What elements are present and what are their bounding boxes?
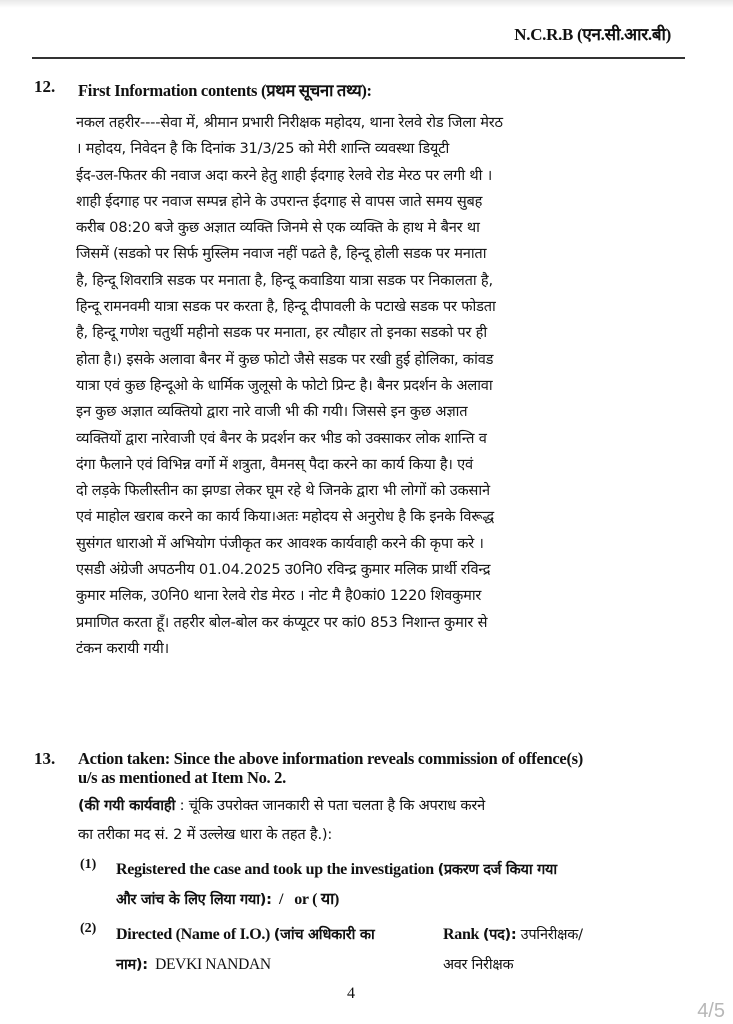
- page-number: 4: [347, 985, 355, 1002]
- fir-line: टंकन करायी गयी।: [76, 639, 169, 657]
- item-1-text-en: Registered the case and took up the investigation: [116, 861, 438, 878]
- item-1-text-hi-line2: और जांच के लिए लिया गया):: [116, 892, 272, 908]
- fir-line: व्यक्तियों द्वारा नारेवाजी एवं बैनर के प्रदर्शन कर भीड को उक्साकर लोक शान्ति व: [76, 429, 487, 447]
- item-2-label-en: Directed (Name of I.O.): [116, 926, 274, 943]
- rank-label-en: Rank: [443, 926, 483, 943]
- fir-line: शाही ईदगाह पर नवाज सम्पन्न होने के उपरान्त ईदगाह से वापस जाते समय सुबह: [76, 192, 483, 210]
- item-2-number: (2): [80, 921, 97, 936]
- fir-line: नकल तहरीर----सेवा में, श्रीमान प्रभारी निरीक्षक महोदय, थाना रेलवे रोड जिला मेरठ: [76, 114, 503, 131]
- rank-value-line2: अवर निरीक्षक: [443, 957, 514, 973]
- fir-line: कुमार मलिक, उ0नि0 थाना रेलवे रोड मेरठ । नोट मै है0कां0 1220 शिवकुमार: [76, 587, 482, 605]
- viewer-page-indicator: 4/5: [697, 1000, 725, 1022]
- fir-line: है, हिन्दू शिवरात्रि सडक पर मनाता है, हिन्दू कवाडिया यात्रा सडक पर निकालता है,: [76, 271, 493, 289]
- fir-line: । महोदय, निवेदन है कि दिनांक 31/3/25 को मेरी शान्ति व्यवस्था डियूटी: [76, 140, 450, 158]
- fir-line: सुसंगत धाराओ में अभियोग पंजीकृत कर आवश्क कार्यवाही करने की कृपा करे ।: [76, 534, 484, 552]
- viewer-top-edge: [0, 0, 733, 8]
- item-1-text: [116, 855, 696, 915]
- fir-line: इन कुछ अज्ञात व्यक्तियो द्वारा नारे वाजी भी की गयी। जिससे इन कुछ अज्ञात: [76, 403, 468, 421]
- rank-value-line1: उपनिरीक्षक/: [516, 927, 583, 943]
- action-taken-hindi-line2: का तरीका मद सं. 2 में उल्लेख धारा के तहत है.):: [78, 826, 333, 843]
- section-12-title: First Information contents (प्रथम सूचना तथ्य):: [78, 81, 372, 100]
- item-1-or-option: / or ( या): [271, 891, 340, 908]
- action-taken-hindi: [78, 791, 690, 849]
- item-1-text-hi-line1: (प्रकरण दर्ज किया गया: [437, 862, 557, 878]
- fir-line: एवं माहोल खराब करने का कार्य किया।अतः महोदय से अनुरोध है कि इनके विरूद्ध: [76, 508, 494, 526]
- fir-line: करीब 08:20 बजे कुछ अज्ञात व्यक्ति जिनमे से एक व्यक्ति के हाथ मे बैनर था: [76, 219, 480, 237]
- item-2-io-label: [116, 920, 436, 980]
- fir-line: दंगा फैलाने एवं विभिन्न वर्गो में शत्रुता, वैमनस् पैदा करने का कार्य किया है। एवं: [76, 455, 473, 473]
- action-taken-title: [78, 749, 678, 787]
- item-2-label-hi: (जांच अधिकारी का: [273, 927, 375, 943]
- item-2-rank: [443, 920, 703, 980]
- fir-line: जिसमें (सडको पर सिर्फ मुस्लिम नवाज नहीं पढते है, हिन्दू होली सडक पर मनाता: [76, 245, 487, 263]
- action-taken-title-line2: u/s as mentioned at Item No. 2.: [78, 768, 286, 787]
- item-2-label-hi-line2: नाम):: [116, 957, 148, 973]
- fir-line: यात्रा एवं कुछ हिन्दूओ के धार्मिक जुलूसो के फोटो प्रिन्ट है। बैनर प्रदर्शन के अलावा: [76, 376, 493, 394]
- fir-line: एसडी अंग्रेजी अपठनीय 01.04.2025 उ0नि0 रविन्द्र कुमार मलिक प्रार्थी रविन्द्र: [76, 561, 491, 579]
- fir-line: ईद-उल-फितर की नवाज अदा करने हेतु शाही ईदगाह रेलवे रोड मेरठ पर लगी थी ।: [76, 166, 493, 184]
- header-divider: [32, 57, 685, 59]
- fir-line: हिन्दू रामनवमी यात्रा सडक पर करता है, हिन्दू दीपावली के पटाखे सडक पर फोडता: [76, 298, 496, 316]
- rank-label-hi: (पद):: [482, 927, 517, 943]
- io-name-value: DEVKI NANDAN: [155, 956, 271, 973]
- fir-line: दो लड़के फिलीस्तीन का झण्डा लेकर घूम रहे थे जिनके द्वारा भी लोगों को उकसाने: [76, 482, 490, 500]
- fir-line: होता है।) इसके अलावा बैनर में कुछ फोटो जैसे सडक पर रखी हुई होलिका, कांवड: [76, 350, 494, 368]
- fir-line: है, हिन्दू गणेश चतुर्थी महीनो सडक पर मनाता, हर त्यौहार तो इनका सडको पर ही: [76, 324, 488, 342]
- org-header: N.C.R.B (एन.सी.आर.बी): [514, 25, 671, 44]
- action-taken-title-line1: Action taken: Since the above information reveals commission of offence(s): [78, 749, 583, 768]
- action-taken-hindi-line1: : चूंकि उपरोक्त जानकारी से पता चलता है कि अपराध करने: [175, 797, 486, 814]
- action-taken-hindi-label: (की गयी कार्यवाही: [78, 797, 176, 814]
- item-1-number: (1): [80, 857, 97, 872]
- section-12-number: 12.: [34, 77, 56, 96]
- fir-contents: [76, 110, 688, 662]
- fir-line: प्रमाणित करता हूँ। तहरीर बोल-बोल कर कंप्यूटर पर कां0 853 निशान्त कुमार से: [76, 613, 488, 631]
- section-13-number: 13.: [34, 749, 56, 768]
